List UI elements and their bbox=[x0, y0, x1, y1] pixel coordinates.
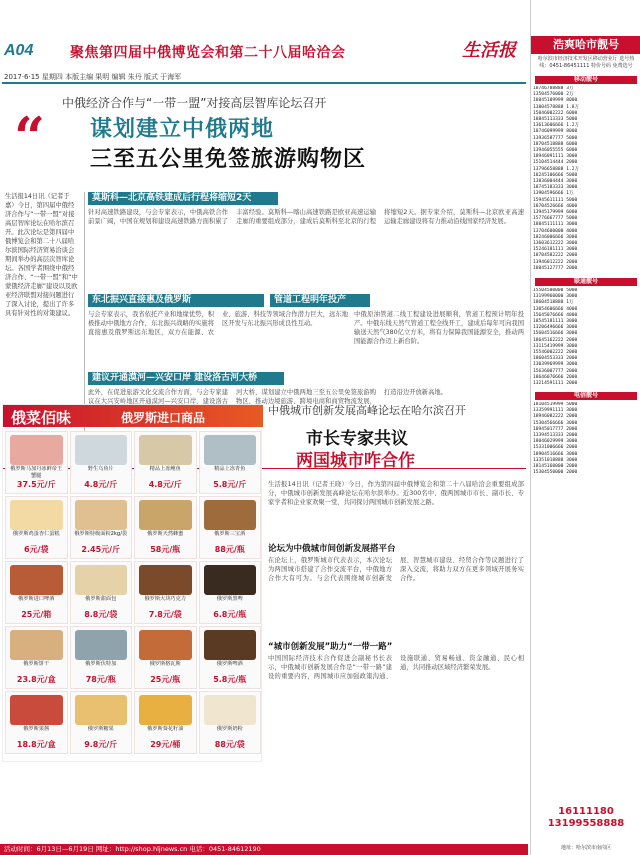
product-name: 俄罗斯甜面包 bbox=[85, 596, 117, 602]
product-item bbox=[70, 561, 133, 624]
product-price: 78元/瓶 bbox=[85, 675, 116, 684]
product-price: 4.8元/斤 bbox=[84, 480, 118, 489]
product-image bbox=[139, 435, 192, 465]
section-heading-port: 建议开通漠河—兴安口岸 建设洛古河大桥 bbox=[88, 372, 284, 385]
section-text-northeast: 与会专家表示，我省依托产业和地缘优势，积极推动中俄地方合作，东北振兴战略的实施将直接惠及俄罗斯远东地区，双方在能源、农业、旅游、科技等领域合作潜力巨大，远东地区开发与东北振兴形成良性互动。 bbox=[88, 311, 348, 336]
product-name: 俄罗斯鸡蛋杏仁蛋糕 bbox=[12, 531, 60, 537]
product-price: 4.8元/斤 bbox=[148, 480, 182, 489]
product-name: 俄罗斯伏特加 bbox=[85, 661, 117, 667]
product-name: 俄罗斯饼干 bbox=[23, 661, 50, 667]
product-price: 6元/袋 bbox=[24, 545, 49, 554]
product-price: 88元/袋 bbox=[214, 740, 245, 749]
article2-text1: 在论坛上，俄罗斯城市代表表示，本次论坛为两国城市搭建了合作交流平台，中俄地方合作大有可为。与会代表围绕城市创新发展、智慧城市建设、经贸合作等议题进行了深入交流，将助力双方在更多领域开展务实合作。 bbox=[268, 557, 524, 582]
product-item bbox=[70, 496, 133, 559]
sidebar-subtitle: 哈尔滨市经济技术开发区移动营业厅 选号热线：0451-86451111 特价号码 免费选号 bbox=[537, 56, 635, 69]
product-item bbox=[134, 496, 197, 559]
product-image bbox=[10, 435, 63, 465]
product-grid bbox=[5, 431, 261, 757]
product-name: 精品上冻鲍鱼 bbox=[149, 466, 181, 472]
product-item bbox=[5, 691, 68, 754]
product-item bbox=[5, 431, 68, 494]
product-image bbox=[204, 630, 257, 660]
product-price: 9.8元/斤 bbox=[84, 740, 118, 749]
product-price: 25元/箱 bbox=[21, 610, 52, 619]
section-heading-northeast: 东北振兴直接惠及俄罗斯 bbox=[88, 294, 264, 307]
sidebar-title: 浩爽哈市靓号 bbox=[531, 36, 640, 54]
sidebar-phones bbox=[533, 806, 639, 830]
product-image bbox=[204, 695, 257, 725]
product-item bbox=[199, 691, 262, 754]
product-price: 18.8元/盒 bbox=[16, 740, 56, 749]
product-price: 23.8元/盒 bbox=[16, 675, 56, 684]
promo-banner-left: 俄菜佰味 bbox=[11, 409, 72, 427]
product-item bbox=[5, 561, 68, 624]
phone-number: 16111180 bbox=[558, 806, 614, 817]
product-image bbox=[10, 565, 63, 595]
product-image bbox=[204, 500, 257, 530]
product-image bbox=[204, 565, 257, 595]
main-content bbox=[0, 84, 528, 855]
topic-banner: 聚焦第四届中俄博览会和第二十八届哈洽会 bbox=[70, 45, 346, 61]
number-list-telecom: 18104519999 5000 13359991111 3000 18946082222 2000 15304566666 3000 18945017777 2000 13394513333 2000 18046029999 3000 15331006666 2000 18904516666 3000 13351018888 3000 18145160000 2000 15304550000 2000 bbox=[533, 402, 578, 476]
product-item bbox=[70, 431, 133, 494]
product-item bbox=[5, 496, 68, 559]
product-item bbox=[199, 496, 262, 559]
product-image bbox=[10, 695, 63, 725]
product-item bbox=[70, 691, 133, 754]
product-price: 6.8元/瓶 bbox=[213, 610, 247, 619]
product-price: 29元/桶 bbox=[150, 740, 181, 749]
product-image bbox=[75, 500, 128, 530]
promo-footer: 活动时间：6月13日—6月19日 网址：http://shop.hljnews.cn 电话：0451-84612190 bbox=[0, 844, 528, 855]
dateline: 2017·6·15 星期四 本版主编 果明 编辑 朱丹 版式 于海军 bbox=[4, 73, 182, 81]
section-text-rail: 针对高速铁路建设，与会专家表示，中俄高铁合作前景广阔，中国在规划和建设高速铁路方面积累了丰富经验。莫斯科—喀山高速铁路是欧亚高速运输走廊的重要组成部分，建成后莫斯科至北京的行程将缩短2天。据专家介绍，莫斯科—北京欧亚高速运输走廊建设将有力推动沿线国家经济发展。 bbox=[88, 209, 524, 225]
section-text-pipeline: 中俄原油管道二线工程建设进展顺利，管道工程预计明年投产。中俄东线天然气管道工程全线开工，建成后每年可向我国输送天然气380亿立方米，将有力保障我国能源安全，推动两国能源合作迈上新台阶。 bbox=[354, 311, 524, 345]
promo-panel bbox=[2, 404, 262, 762]
article2-subtitle: 中俄城市创新发展高峰论坛在哈尔滨召开 bbox=[268, 404, 466, 417]
product-item bbox=[134, 691, 197, 754]
product-image bbox=[10, 630, 63, 660]
product-price: 2.45元/斤 bbox=[81, 545, 121, 554]
article1-title-line1: 谋划建立中俄两地 bbox=[90, 117, 275, 142]
product-name: 俄罗斯特级面粉2kg/袋 bbox=[74, 531, 128, 537]
product-name: 俄罗斯糖果 bbox=[87, 726, 114, 732]
product-item bbox=[5, 626, 68, 689]
product-item bbox=[199, 626, 262, 689]
number-list-unicom: 15504500000 5000 13199960000 3000 18604518888 1万 13054606666 4000 15645076666 4000 18545181111 3000 13206496666 3000 15604516666 3000 18645162222 2000 13115419999 3000 15546002222 2000 18604553333 2000 13039969999 3000 15636007777 2000 18646076666 2000 13214591111 2000 bbox=[533, 288, 578, 387]
product-item bbox=[199, 431, 262, 494]
product-price: 37.5元/斤 bbox=[16, 480, 56, 489]
product-price: 5.8元/瓶 bbox=[213, 675, 247, 684]
product-item bbox=[199, 561, 262, 624]
sidebar-section-mobile: 移动靓号 bbox=[535, 76, 637, 84]
article1-title-line2: 三至五公里免签旅游购物区 bbox=[90, 147, 367, 172]
section-heading-rail: 莫斯科—北京高铁建成后行程将缩短2天 bbox=[88, 192, 278, 205]
number-list-mobile: 18746788888 3万 13504576000 2万 18845109999 8000 13804578888 1.8万 15046002222 6000 18845113333 5000 13613606666 1.2万 18746099999 8000 13936587777 5000 18704518888 6000 13946055555 6000 18946091111 3000 15104514444 2000 13796658888 1.2万 18245106666 5000 13836004444 3000 18745183333 3000 13904596666 1万 15945611111 5000 18704526666 4000 13945179999 6000 15776667777 5000 18845111111 3000 13704600000 4000 18246006666 3000 13603612222 3000 15246181111 3000 18704582222 2000 13946012222 2000 18845127777 2000 bbox=[533, 86, 580, 271]
product-image bbox=[139, 500, 192, 530]
product-image bbox=[10, 500, 63, 530]
article2-lead: 生活报14日讯（记者王晓）今日，作为第四届中俄博览会和第二十八届哈洽会重要组成部分，中俄城市创新发展高峰论坛在哈尔滨举办。近300名中、俄两国城市市长、副市长、专家学者和企业家欢聚一堂，共同探讨两国城市创新发展之路。 bbox=[268, 481, 524, 506]
section-text-port: 此外，在促进旅游文化交流合作方面，与会专家建议在大兴安岭地区开通漠河—兴安口岸，建设洛古河大桥，谋划建立中俄两地三至五公里免签旅游购物区，推动边境旅游、跨境电商和商贸物流发展，打造沿边开放新高地。 bbox=[88, 389, 447, 405]
product-image bbox=[75, 695, 128, 725]
product-name: 俄罗斯奶粉 bbox=[216, 726, 243, 732]
product-item bbox=[134, 626, 197, 689]
article2-title-line2: 两国城市咋合作 bbox=[296, 451, 415, 471]
product-image bbox=[139, 695, 192, 725]
product-name: 精品上冻青鱼 bbox=[214, 466, 246, 472]
product-item bbox=[134, 431, 197, 494]
product-name: 俄罗斯天然蜂蜜 bbox=[147, 531, 184, 537]
sidebar-section-telecom: 电信靓号 bbox=[535, 392, 637, 400]
product-name: 野生乌鱼片 bbox=[87, 466, 114, 472]
product-price: 58元/瓶 bbox=[150, 545, 181, 554]
product-image bbox=[75, 630, 128, 660]
article1-lead: 生活报14日讯（记者于嘉）今日，第四届中俄经济合作与“一带一盟”对接高层智库论坛在哈尔滨召开。此次论坛是第四届中俄博览会和第二十八届哈尔滨国际经济贸易洽谈会期间举办的高层次智库论坛。各国学者围绕中俄经济合作、“一带一盟”和“中蒙俄经济走廊”建设以及欧亚经济联盟对接问题进行了深入讨论，提出了许多具有针对性的对策建议。 bbox=[5, 193, 78, 317]
product-price: 7.8元/袋 bbox=[148, 610, 182, 619]
quote-mark-icon: “ bbox=[14, 105, 46, 169]
product-name: 俄罗斯大块巧克力 bbox=[144, 596, 186, 602]
product-name: 俄罗斯啤酒 bbox=[216, 661, 243, 667]
classified-sidebar bbox=[530, 0, 640, 855]
product-name: 俄罗斯葵花籽油 bbox=[147, 726, 184, 732]
product-price: 5.8元/斤 bbox=[213, 480, 247, 489]
sidebar-footer: 地址：哈尔滨市南岗区 bbox=[560, 845, 611, 851]
product-image bbox=[204, 435, 257, 465]
product-image bbox=[139, 630, 192, 660]
sidebar-section-unicom: 联通靓号 bbox=[535, 278, 637, 286]
product-image bbox=[75, 565, 128, 595]
promo-banner bbox=[3, 405, 263, 427]
product-price: 88元/瓶 bbox=[214, 545, 245, 554]
article2-sub2: “城市创新发展”助力“一带一路” bbox=[268, 642, 393, 652]
promo-banner-right: 俄罗斯进口商品 bbox=[121, 411, 206, 425]
product-price: 8.8元/袋 bbox=[84, 610, 118, 619]
product-item bbox=[134, 561, 197, 624]
article2-title-line1: 市长专家共议 bbox=[306, 429, 408, 449]
product-image bbox=[139, 565, 192, 595]
product-name: 俄罗斯三宝酒 bbox=[214, 531, 246, 537]
product-price: 25元/瓶 bbox=[150, 675, 181, 684]
product-name: 俄罗斯格瓦斯 bbox=[149, 661, 181, 667]
product-item bbox=[70, 626, 133, 689]
newspaper-logo: 生活报 bbox=[462, 40, 516, 61]
article1-subtitle: 中俄经济合作与“一带一盟”对接高层智库论坛召开 bbox=[62, 96, 327, 110]
page-number: A04 bbox=[4, 42, 34, 59]
product-name: 俄罗斯黑啤 bbox=[216, 596, 243, 602]
product-name: 俄罗斯进口啤酒 bbox=[18, 596, 55, 602]
article2-text2: 中国国际经济技术合作促进会副秘书长表示，中俄城市创新发展合作是“一带一路”建设的重要内容，两国城市应加强政策沟通、设施联通、贸易畅通、资金融通、民心相通，共同推动区域经济繁荣发展。 bbox=[268, 655, 524, 680]
phone-number: 13199558888 bbox=[547, 818, 625, 829]
product-name: 俄罗斯马加丹冰鲜帝王蟹腿 bbox=[10, 466, 63, 479]
article2-sub1: 论坛为中俄城市间创新发展搭平台 bbox=[268, 544, 396, 554]
product-image bbox=[75, 435, 128, 465]
product-name: 俄罗斯果酱 bbox=[23, 726, 50, 732]
section-heading-pipeline: 管道工程明年投产 bbox=[270, 294, 370, 307]
